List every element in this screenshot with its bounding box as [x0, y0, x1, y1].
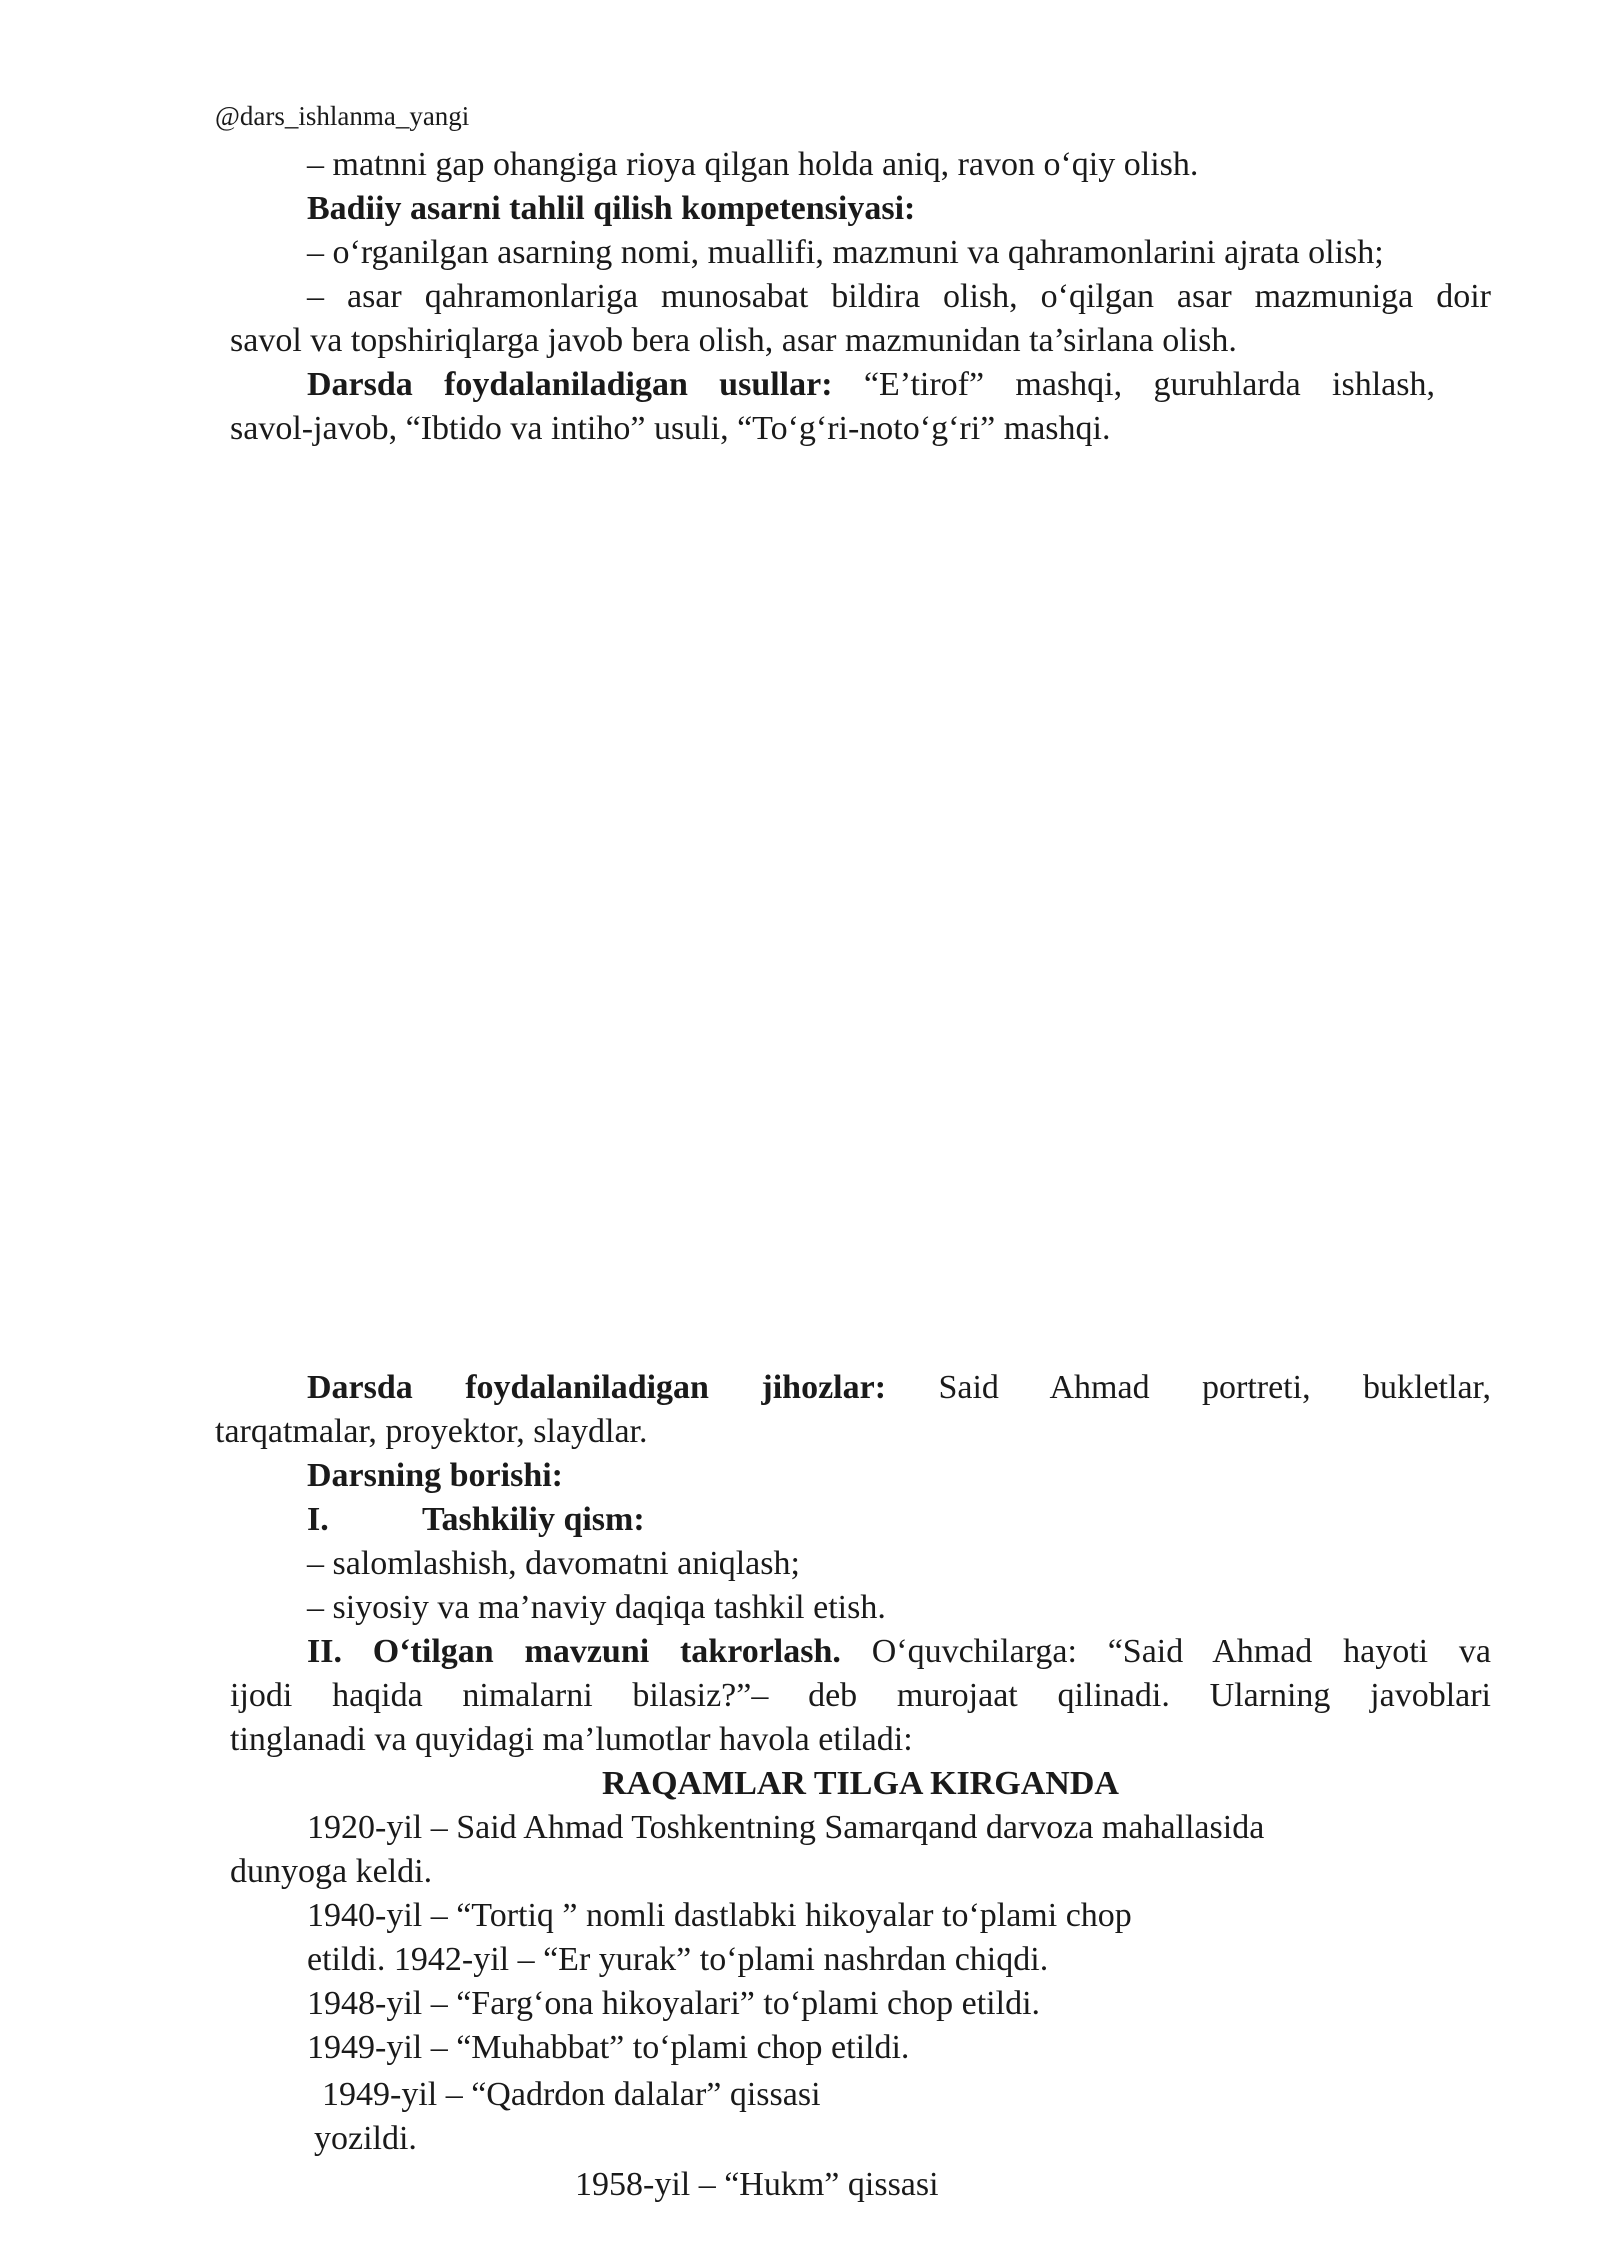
equipment-text: Said Ahmad portreti, bukletlar, — [938, 1369, 1491, 1406]
competence-item-1: – o‘rganilgan asarning nomi, muallifi, mazmuni va qahramonlarini ajrata olish; — [307, 234, 1384, 271]
timeline-1920-line-2: dunyoga keldi. — [230, 1853, 433, 1890]
competence-heading — [307, 189, 915, 229]
timeline-1940-line-2: etildi. 1942-yil – “Er yurak” to‘plami nashrdan chiqdi. — [307, 1941, 1049, 1978]
competence-heading-text: Badiiy asarni tahlil qilish kompetensiyasi: — [307, 190, 916, 227]
methods-line-1 — [307, 365, 1435, 405]
timeline-1948: 1948-yil – “Farg‘ona hikoyalari” to‘plami chop etildi. — [307, 1985, 1041, 2022]
timeline-1949-qadrdon-line-1: 1949-yil – “Qadrdon dalalar” qissasi — [322, 2076, 821, 2113]
methods-text: “E’tirof” mashqi, guruhlarda ishlash, — [863, 366, 1435, 403]
section-1-item-1: – salomlashish, davomatni aniqlash; — [307, 1545, 800, 1582]
section-2-line-3: tinglanadi va quyidagi ma’lumotlar havola etiladi: — [230, 1721, 913, 1758]
timeline-1949-muhabbat: 1949-yil – “Muhabbat” to‘plami chop etildi. — [307, 2029, 910, 2066]
timeline-subtitle — [230, 1764, 1491, 1804]
equipment-line-2: tarqatmalar, proyektor, slaydlar. — [215, 1413, 648, 1450]
lesson-course-heading — [307, 1456, 563, 1496]
section-2-text: O‘quvchilarga: “Said Ahmad hayoti va — [871, 1633, 1491, 1670]
methods-line-2: savol-javob, “Ibtido va intiho” usuli, “To‘g‘ri-noto‘g‘ri” mashqi. — [230, 410, 1111, 447]
section-1-heading — [307, 1500, 645, 1540]
equipment-label: Darsda foydalaniladigan jihozlar: — [307, 1369, 887, 1406]
objective-line: – matnni gap ohangiga rioya qilgan holda aniq, ravon o‘qiy olish. — [307, 146, 1199, 183]
methods-label: Darsda foydalaniladigan usullar: — [307, 366, 833, 403]
timeline-1920-line-1: 1920-yil – Said Ahmad Toshkentning Samarqand darvoza mahallasida — [307, 1809, 1265, 1846]
section-1-item-2: – siyosiy va ma’naviy daqiqa tashkil etish. — [307, 1589, 886, 1626]
timeline-1949-qadrdon-line-2: yozildi. — [314, 2120, 417, 2157]
section-2-line-1 — [307, 1632, 1491, 1672]
section-2-line-2: ijodi haqida nimalarni bilasiz?”– deb murojaat qilinadi. Ularning javoblari — [230, 1677, 1491, 1714]
competence-item-2-line-2: savol va topshiriqlarga javob bera olish, asar mazmunidan ta’sirlana olish. — [230, 322, 1237, 359]
section-1-number: I. — [307, 1501, 329, 1538]
timeline-1958: 1958-yil – “Hukm” qissasi — [575, 2166, 939, 2203]
section-2-label: II. O‘tilgan mavzuni takrorlash. — [307, 1633, 841, 1670]
section-1-title: Tashkiliy qism: — [422, 1501, 645, 1538]
competence-item-2-line-1: – asar qahramonlariga munosabat bildira olish, o‘qilgan asar mazmuniga doir — [307, 278, 1491, 315]
timeline-subtitle-text: RAQAMLAR TILGA KIRGANDA — [602, 1765, 1119, 1802]
page-header: @dars_ishlanma_yangi — [215, 101, 470, 131]
timeline-1940-line-1: 1940-yil – “Tortiq ” nomli dastlabki hikoyalar to‘plami chop — [307, 1897, 1132, 1934]
equipment-line-1 — [307, 1368, 1491, 1408]
lesson-course-heading-text: Darsning borishi: — [307, 1457, 563, 1494]
